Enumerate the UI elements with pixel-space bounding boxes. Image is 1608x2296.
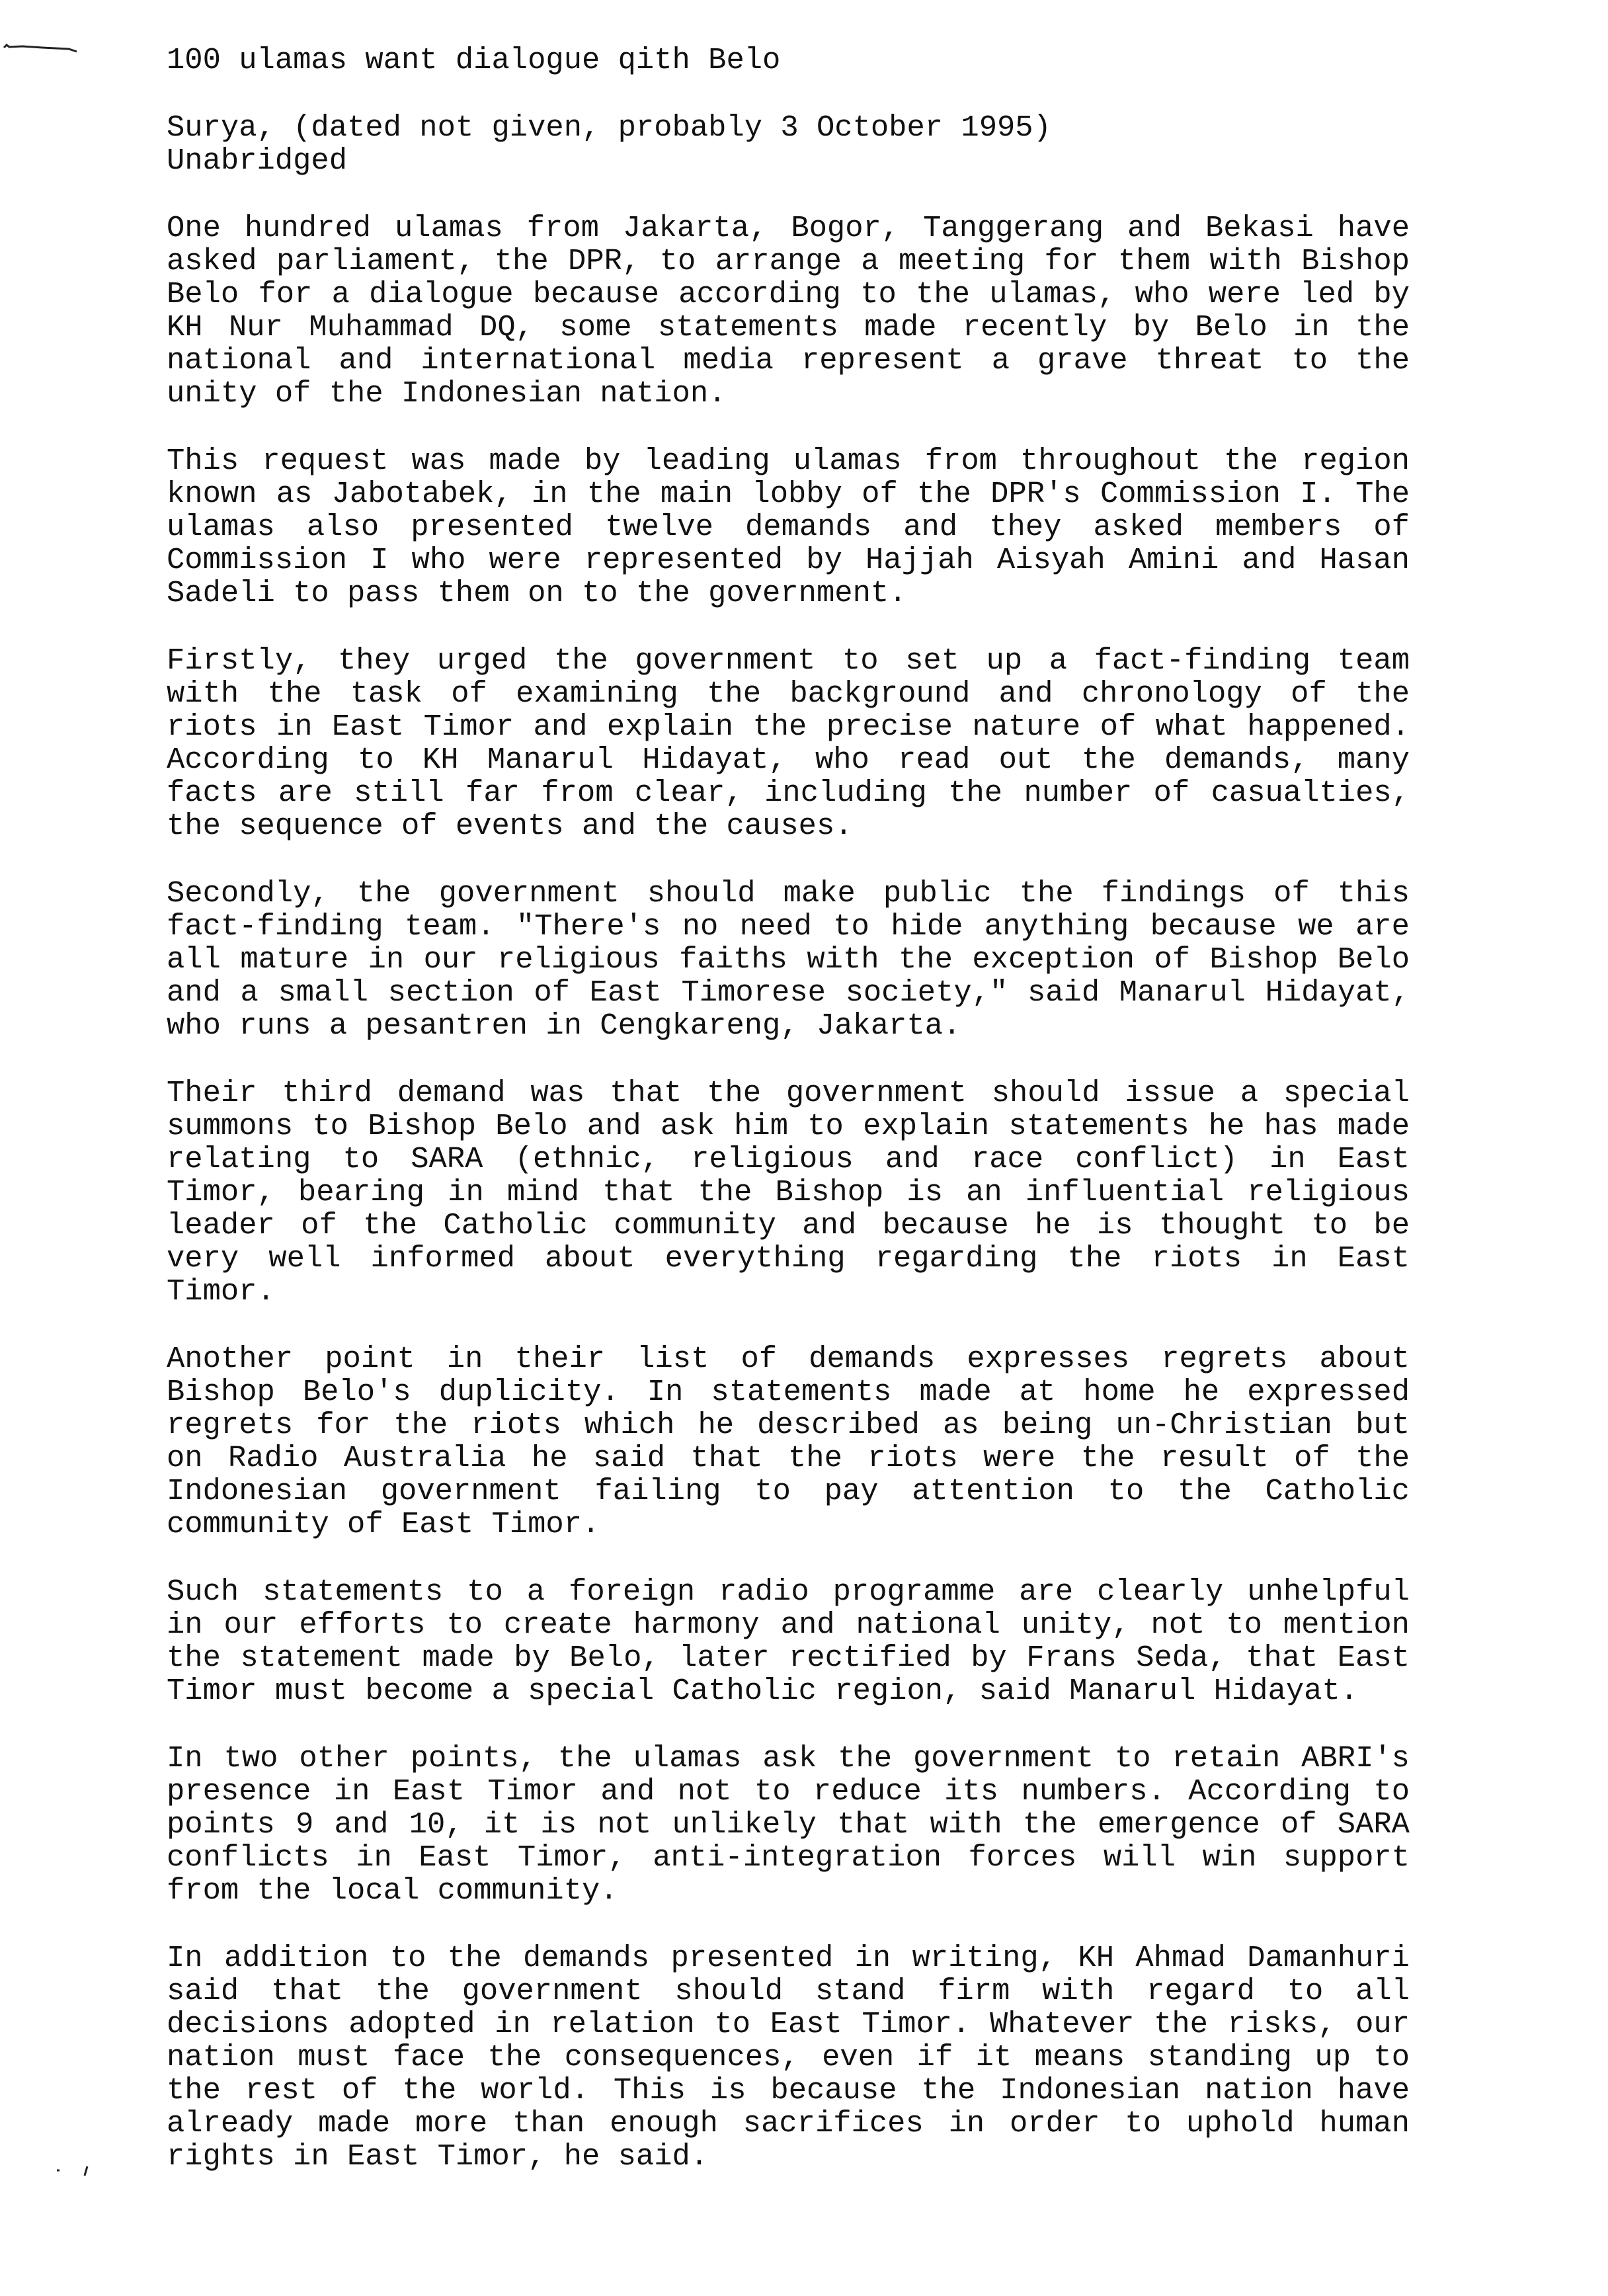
paragraph: Another point in their list of demands expresses regrets about Bishop Belo's duplicity. In statements made at home he expressed regrets for the riots which he described as being un-Christian but on Radio Australia he said that the riots were the result of the Indonesian government failing to pay attention to the Catholic community of East Timor. — [167, 1342, 1410, 1541]
paragraph: In addition to the demands presented in writing, KH Ahmad Damanhuri said that the government should stand firm with regard to all decisions adopted in relation to East Timor. Whatever the risks, our nation must face the consequences, even if it means standing up to the rest of the world. This is because the Indonesian nation have already made more than enough sacrifices in order to uphold human rights in East Timor, he said. — [167, 1941, 1410, 2174]
paragraph: In two other points, the ulamas ask the government to retain ABRI's presence in East Timor and not to reduce its numbers. According to points 9 and 10, it is not unlikely that with the emergence of SARA conflicts in East Timor, anti-integration forces will win support from the local community. — [167, 1741, 1410, 1908]
paragraph: Their third demand was that the government should issue a special summons to Bishop Belo and ask him to explain statements he has made relating to SARA (ethnic, religious and race conflict) in East Timor, bearing in mind that the Bishop is an influential religious leader of the Catholic community and because he is thought to be very well informed about everything regarding the riots in East Timor. — [167, 1076, 1410, 1309]
scan-mark-bottom-icon — [53, 2161, 93, 2177]
paragraph: Secondly, the government should make public the findings of this fact-finding team. "There's no need to hide anything because we are all mature in our religious faiths with the exception of Bishop Belo and a small section of East Timorese society," said Manarul Hidayat, who runs a pesantren in Cengkareng, Jakarta. — [167, 876, 1410, 1043]
paragraph: This request was made by leading ulamas from throughout the region known as Jabotabek, in the main lobby of the DPR's Commission I. The ulamas also presented twelve demands and they asked members of Commission I who were represented by Hajjah Aisyah Amini and Hasan Sadeli to pass them on to the government. — [167, 444, 1410, 610]
paragraph: Firstly, they urged the government to set up a fact-finding team with the task of examining the background and chronology of the riots in East Timor and explain the precise nature of what happened. According to KH Manarul Hidayat, who read out the demands, many facts are still far from clear, including the number of casualties, the sequence of events and the causes. — [167, 643, 1410, 843]
document-page — [167, 44, 1423, 2207]
source-line: Surya, (dated not given, probably 3 October 1995) — [167, 110, 1051, 145]
paragraph: One hundred ulamas from Jakarta, Bogor, Tanggerang and Bekasi have asked parliament, the DPR, to arrange a meeting for them with Bishop Belo for a dialogue because according to the ulamas, who were led by KH Nur Muhammad DQ, some statements made recently by Belo in the national and international media represent a grave threat to the unity of the Indonesian nation. — [167, 211, 1410, 411]
paragraph: Such statements to a foreign radio programme are clearly unhelpful in our efforts to create harmony and national unity, not to mention the statement made by Belo, later rectified by Frans Seda, that East Timor must become a special Catholic region, said Manarul Hidayat. — [167, 1575, 1410, 1708]
status-line: Unabridged — [167, 144, 348, 178]
source-block — [167, 111, 1423, 177]
scan-mark-top-icon — [3, 41, 79, 54]
document-title: 100 ulamas want dialogue qith Belo — [167, 43, 781, 77]
